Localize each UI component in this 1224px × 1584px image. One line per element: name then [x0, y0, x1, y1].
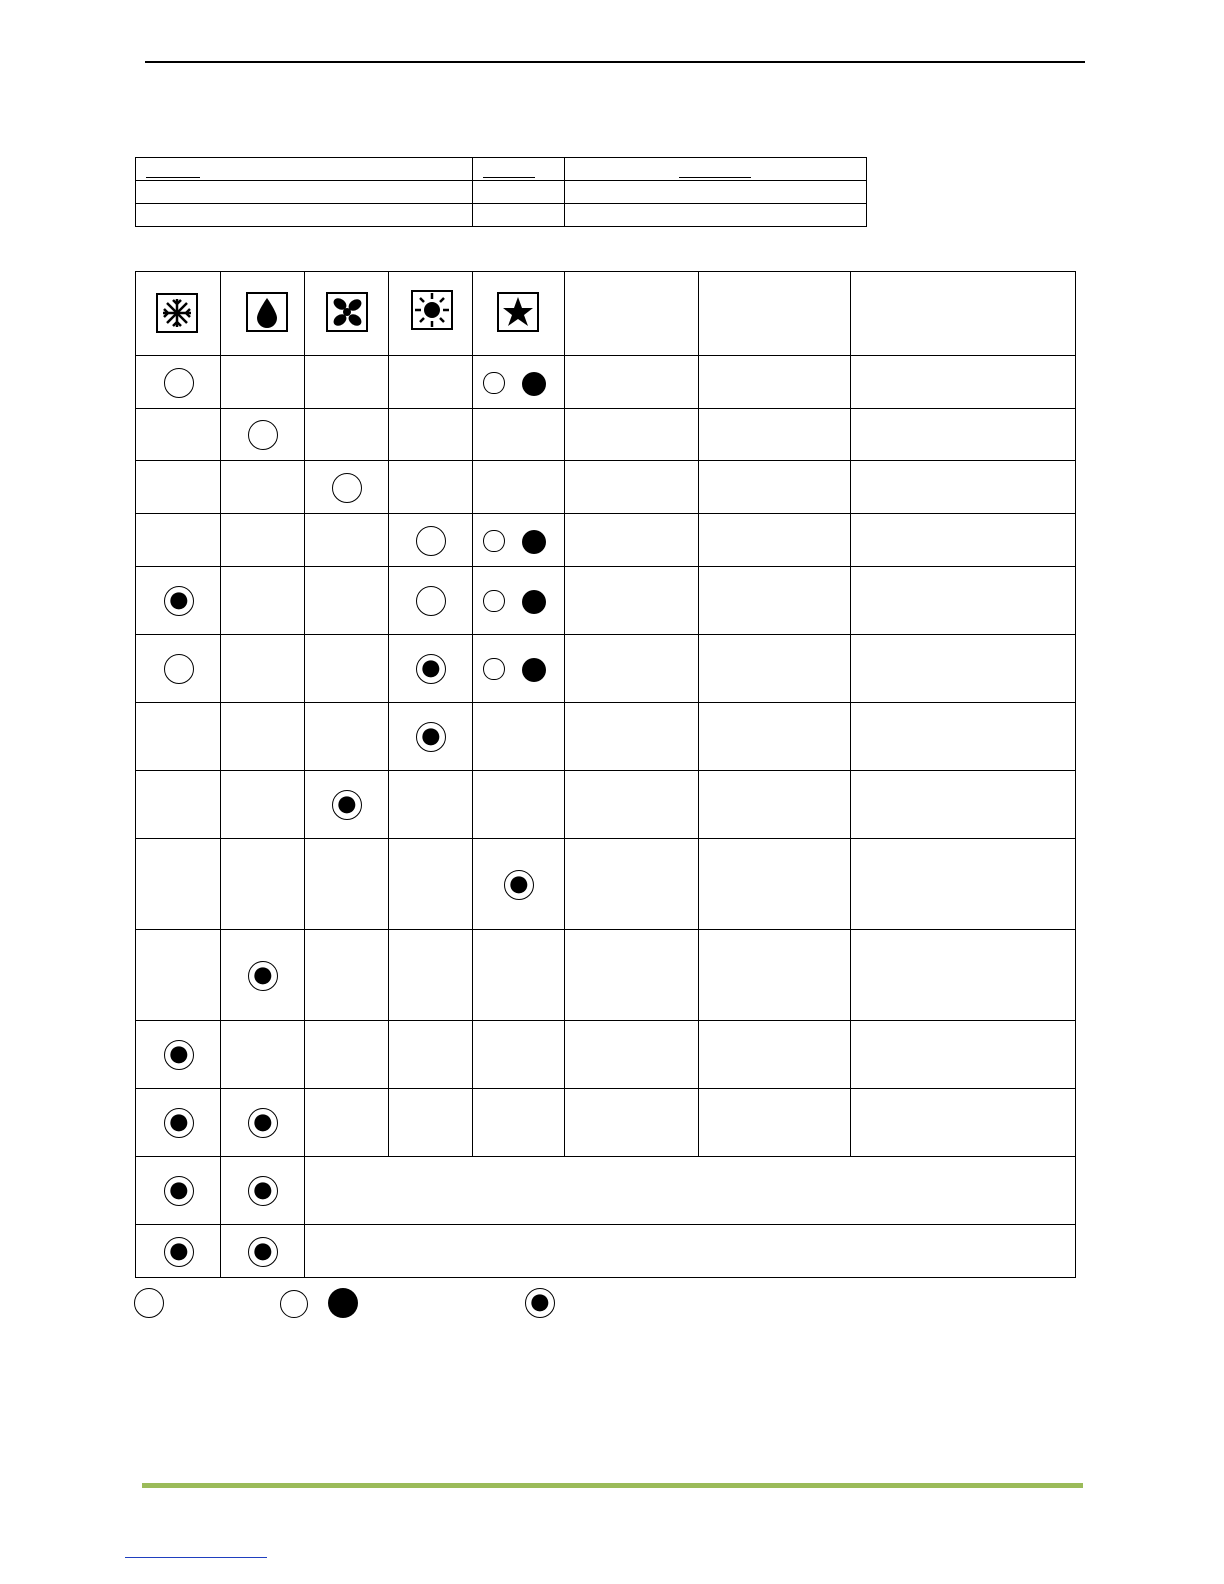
underline-mark — [679, 177, 751, 178]
footer-rule — [142, 1483, 1083, 1488]
table-cell — [565, 461, 699, 514]
table-cell — [565, 771, 699, 839]
table-cell — [565, 635, 699, 703]
merged-cell — [305, 1225, 1076, 1278]
header-row — [136, 272, 1076, 356]
merged-cell — [305, 1157, 1076, 1225]
mode-cell-cool — [136, 409, 221, 461]
mode-cell-fan — [305, 356, 389, 409]
mode-cell-special — [473, 1021, 565, 1089]
table-cell — [699, 930, 851, 1021]
table-row — [136, 703, 1076, 771]
dotted-circle-indicator — [248, 1176, 278, 1206]
dotted-circle-indicator — [416, 654, 446, 684]
open-circle-indicator — [134, 1288, 164, 1318]
mode-cell-dry — [221, 567, 305, 635]
mode-cell-dry — [221, 839, 305, 930]
table-cell — [699, 839, 851, 930]
mode-cell-fan — [305, 839, 389, 930]
snowflake-icon — [156, 293, 198, 333]
underline-mark — [483, 177, 535, 178]
mode-cell-heat — [389, 409, 473, 461]
table-cell — [851, 930, 1076, 1021]
table-row — [136, 1225, 1076, 1278]
open-circle-indicator — [483, 590, 505, 612]
table-cell — [851, 635, 1076, 703]
mode-cell-fan — [305, 1021, 389, 1089]
mode-cell-heat — [389, 461, 473, 514]
table-cell — [136, 158, 473, 181]
table-cell — [699, 1089, 851, 1157]
table-cell — [851, 703, 1076, 771]
open-circle-indicator — [483, 658, 505, 680]
header-rule — [145, 61, 1085, 63]
mode-cell-heat — [389, 839, 473, 930]
mode-cell-cool — [136, 356, 221, 409]
table-cell — [851, 514, 1076, 567]
table-cell — [565, 839, 699, 930]
mode-cell-cool — [136, 635, 221, 703]
filled-circle-indicator — [522, 530, 546, 554]
table-cell — [699, 461, 851, 514]
fan-icon — [326, 292, 368, 332]
table-cell — [565, 181, 867, 204]
sun-icon — [411, 290, 453, 330]
table-cell — [699, 567, 851, 635]
mode-cell-fan — [305, 930, 389, 1021]
code-table — [135, 157, 867, 227]
mode-cell-special — [473, 771, 565, 839]
open-circle-indicator — [248, 420, 278, 450]
table-row — [136, 1157, 1076, 1225]
mode-cell-fan — [305, 514, 389, 567]
table-cell — [699, 514, 851, 567]
mode-cell-fan — [305, 703, 389, 771]
mode-cell-special — [473, 635, 565, 703]
mode-cell-cool — [136, 1157, 221, 1225]
mode-cell-heat — [389, 1089, 473, 1157]
filled-circle-indicator — [522, 590, 546, 614]
table-row — [136, 567, 1076, 635]
header-cell — [389, 272, 473, 356]
table-cell — [565, 930, 699, 1021]
table-cell — [473, 204, 565, 227]
mode-cell-heat — [389, 514, 473, 567]
table-cell — [565, 514, 699, 567]
table-cell — [473, 181, 565, 204]
water-drop-icon — [246, 292, 288, 332]
mode-cell-dry — [221, 930, 305, 1021]
table-row — [136, 1089, 1076, 1157]
header-cell — [473, 272, 565, 356]
mode-cell-dry — [221, 1021, 305, 1089]
dotted-circle-indicator — [504, 870, 534, 900]
table-row — [136, 181, 867, 204]
open-circle-indicator — [332, 473, 362, 503]
table-cell — [473, 158, 565, 181]
dotted-circle-indicator — [332, 790, 362, 820]
mode-cell-heat — [389, 1021, 473, 1089]
table-cell — [851, 1021, 1076, 1089]
dotted-circle-indicator — [248, 1237, 278, 1267]
mode-cell-dry — [221, 409, 305, 461]
mode-cell-heat — [389, 771, 473, 839]
dotted-circle-indicator — [525, 1288, 555, 1318]
mode-cell-heat — [389, 356, 473, 409]
table-cell — [851, 356, 1076, 409]
mode-cell-fan — [305, 635, 389, 703]
mode-cell-fan — [305, 461, 389, 514]
mode-cell-special — [473, 356, 565, 409]
table-cell — [565, 158, 867, 181]
mode-cell-special — [473, 703, 565, 771]
table-row — [136, 1021, 1076, 1089]
table-cell — [851, 771, 1076, 839]
table-row — [136, 409, 1076, 461]
mode-cell-cool — [136, 1225, 221, 1278]
open-circle-indicator — [164, 654, 194, 684]
table-row — [136, 204, 867, 227]
filled-circle-indicator — [522, 372, 546, 396]
mode-cell-cool — [136, 839, 221, 930]
mode-table — [135, 271, 1076, 1278]
open-circle-indicator — [164, 368, 194, 398]
mode-cell-cool — [136, 514, 221, 567]
mode-cell-cool — [136, 1089, 221, 1157]
mode-cell-dry — [221, 514, 305, 567]
mode-cell-fan — [305, 1089, 389, 1157]
table-cell — [851, 839, 1076, 930]
mode-cell-dry — [221, 703, 305, 771]
table-row — [136, 356, 1076, 409]
table-cell — [565, 409, 699, 461]
table-cell — [565, 1089, 699, 1157]
mode-cell-fan — [305, 771, 389, 839]
table-row — [136, 839, 1076, 930]
dotted-circle-indicator — [164, 1108, 194, 1138]
table-cell — [851, 461, 1076, 514]
mode-cell-dry — [221, 356, 305, 409]
mode-cell-heat — [389, 703, 473, 771]
mode-cell-dry — [221, 771, 305, 839]
filled-circle-indicator — [522, 658, 546, 682]
filled-circle-indicator — [328, 1288, 358, 1318]
mode-cell-cool — [136, 771, 221, 839]
table-cell — [565, 204, 867, 227]
open-circle-indicator — [483, 530, 505, 552]
table-cell — [851, 567, 1076, 635]
mode-cell-heat — [389, 635, 473, 703]
table-cell — [565, 703, 699, 771]
header-cell — [699, 272, 851, 356]
dotted-circle-indicator — [164, 586, 194, 616]
open-circle-indicator — [416, 526, 446, 556]
mode-cell-dry — [221, 1157, 305, 1225]
dotted-circle-indicator — [164, 1176, 194, 1206]
dotted-circle-indicator — [248, 1108, 278, 1138]
open-circle-indicator — [280, 1290, 308, 1318]
table-row — [136, 514, 1076, 567]
mode-cell-special — [473, 567, 565, 635]
mode-cell-special — [473, 930, 565, 1021]
star-icon — [497, 292, 539, 332]
table-row — [136, 158, 867, 181]
table-cell — [699, 771, 851, 839]
header-cell — [565, 272, 699, 356]
mode-cell-dry — [221, 1225, 305, 1278]
table-row — [136, 635, 1076, 703]
table-cell — [851, 1089, 1076, 1157]
mode-cell-heat — [389, 930, 473, 1021]
mode-cell-special — [473, 409, 565, 461]
mode-cell-cool — [136, 461, 221, 514]
table-cell — [565, 567, 699, 635]
underline-mark — [146, 177, 200, 178]
table-row — [136, 461, 1076, 514]
mode-cell-special — [473, 1089, 565, 1157]
mode-cell-dry — [221, 635, 305, 703]
dotted-circle-indicator — [164, 1040, 194, 1070]
table-cell — [699, 703, 851, 771]
dotted-circle-indicator — [248, 961, 278, 991]
table-cell — [699, 635, 851, 703]
header-cell — [305, 272, 389, 356]
header-cell — [136, 272, 221, 356]
mode-cell-cool — [136, 567, 221, 635]
mode-cell-fan — [305, 409, 389, 461]
dotted-circle-indicator — [164, 1237, 194, 1267]
mode-cell-dry — [221, 1089, 305, 1157]
open-circle-indicator — [416, 586, 446, 616]
table-cell — [565, 1021, 699, 1089]
mode-cell-special — [473, 514, 565, 567]
mode-cell-cool — [136, 1021, 221, 1089]
mode-cell-special — [473, 839, 565, 930]
table-cell — [136, 204, 473, 227]
mode-cell-cool — [136, 703, 221, 771]
mode-cell-cool — [136, 930, 221, 1021]
table-cell — [699, 356, 851, 409]
dotted-circle-indicator — [416, 722, 446, 752]
mode-cell-special — [473, 461, 565, 514]
mode-cell-fan — [305, 567, 389, 635]
mode-cell-heat — [389, 567, 473, 635]
table-row — [136, 771, 1076, 839]
open-circle-indicator — [483, 372, 505, 394]
header-cell — [221, 272, 305, 356]
footer-link-underline[interactable] — [125, 1557, 267, 1558]
table-cell — [565, 356, 699, 409]
table-cell — [136, 181, 473, 204]
table-cell — [699, 409, 851, 461]
table-cell — [851, 409, 1076, 461]
table-cell — [699, 1021, 851, 1089]
header-cell — [851, 272, 1076, 356]
table-row — [136, 930, 1076, 1021]
mode-cell-dry — [221, 461, 305, 514]
